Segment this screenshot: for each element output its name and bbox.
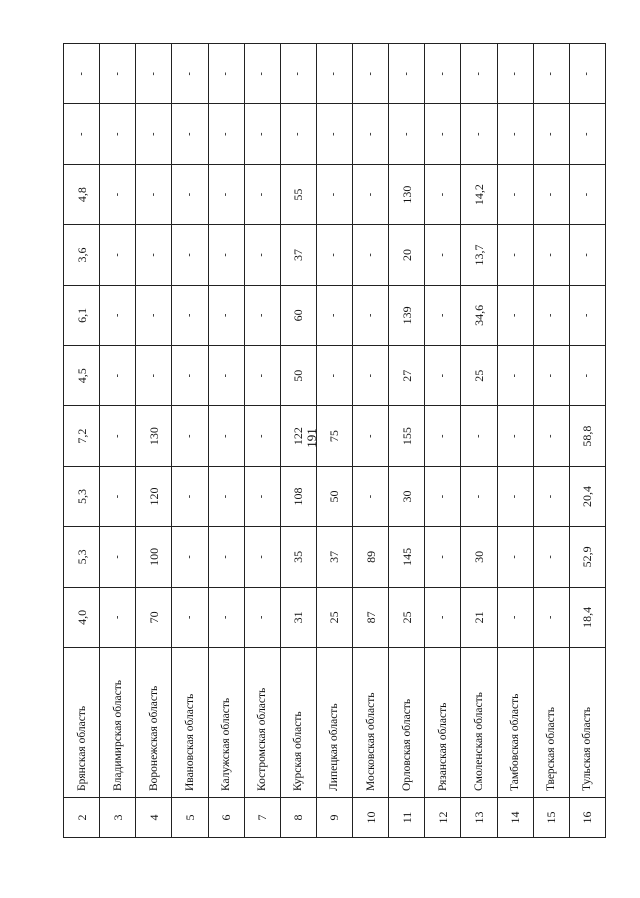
table-row (64, 44, 100, 838)
region-name-cell: Ивановская область (172, 648, 208, 798)
row-number-cell: 2 (64, 798, 100, 838)
value-cell: 34,6 (461, 285, 497, 345)
value-cell: - (353, 225, 389, 285)
value-cell: 37 (316, 527, 352, 587)
value-cell: 122 (280, 406, 316, 466)
value-cell: - (425, 225, 461, 285)
value-cell: - (208, 225, 244, 285)
region-name-cell: Калужская область (208, 648, 244, 798)
value-cell: 20,4 (569, 466, 605, 526)
value-cell: - (172, 164, 208, 224)
region-name-cell: Воронежская область (136, 648, 172, 798)
value-cell: - (100, 466, 136, 526)
value-cell: - (353, 406, 389, 466)
value-cell: - (461, 104, 497, 164)
value-cell: - (497, 346, 533, 406)
value-cell: - (208, 44, 244, 104)
value-cell: - (316, 44, 352, 104)
value-cell: - (533, 466, 569, 526)
value-cell: - (172, 466, 208, 526)
region-name-cell: Липецкая область (316, 648, 352, 798)
value-cell: 130 (389, 164, 425, 224)
value-cell: 55 (280, 164, 316, 224)
table-row (244, 44, 280, 838)
value-cell: - (533, 346, 569, 406)
row-number-cell: 4 (136, 798, 172, 838)
value-cell: 70 (136, 587, 172, 647)
value-cell: - (172, 406, 208, 466)
row-number-cell: 6 (208, 798, 244, 838)
value-cell: - (172, 44, 208, 104)
value-cell: 60 (280, 285, 316, 345)
value-cell: - (497, 587, 533, 647)
value-cell: - (497, 285, 533, 345)
value-cell: 21 (461, 587, 497, 647)
page-number: 191 (304, 428, 319, 448)
value-cell: - (172, 285, 208, 345)
value-cell: 5,3 (64, 466, 100, 526)
value-cell: 30 (389, 466, 425, 526)
value-cell: - (316, 104, 352, 164)
table-row (208, 44, 244, 838)
value-cell: - (461, 466, 497, 526)
table-row (280, 44, 316, 838)
value-cell: - (244, 466, 280, 526)
value-cell: - (208, 587, 244, 647)
value-cell: 50 (280, 346, 316, 406)
value-cell: 87 (353, 587, 389, 647)
value-cell: - (389, 104, 425, 164)
table-row (497, 44, 533, 838)
value-cell: 7,2 (64, 406, 100, 466)
table-row (533, 44, 569, 838)
value-cell: - (533, 225, 569, 285)
value-cell: 25 (316, 587, 352, 647)
region-name-cell: Костромская область (244, 648, 280, 798)
region-name-cell: Орловская область (389, 648, 425, 798)
region-name-cell: Брянская область (64, 648, 100, 798)
value-cell: - (172, 225, 208, 285)
value-cell: - (100, 104, 136, 164)
value-cell: - (172, 587, 208, 647)
value-cell: - (244, 44, 280, 104)
value-cell: - (461, 44, 497, 104)
value-cell: - (172, 104, 208, 164)
value-cell: 58,8 (569, 406, 605, 466)
value-cell: 5,3 (64, 527, 100, 587)
value-cell: - (100, 225, 136, 285)
table-row (100, 44, 136, 838)
value-cell: - (244, 527, 280, 587)
value-cell: - (497, 44, 533, 104)
value-cell: - (497, 225, 533, 285)
value-cell: - (100, 527, 136, 587)
value-cell: - (425, 587, 461, 647)
row-number-cell: 16 (569, 798, 605, 838)
value-cell: 4,0 (64, 587, 100, 647)
value-cell: 13,7 (461, 225, 497, 285)
value-cell: - (569, 104, 605, 164)
regions-data-table (63, 43, 606, 838)
value-cell: - (425, 406, 461, 466)
value-cell: - (316, 285, 352, 345)
row-number-cell: 9 (316, 798, 352, 838)
value-cell: - (569, 164, 605, 224)
value-cell: - (353, 44, 389, 104)
row-number-cell: 7 (244, 798, 280, 838)
value-cell: - (533, 285, 569, 345)
table-row (389, 44, 425, 838)
region-name-cell: Московская область (353, 648, 389, 798)
value-cell: - (100, 164, 136, 224)
row-number-cell: 5 (172, 798, 208, 838)
region-name-cell: Рязанская область (425, 648, 461, 798)
value-cell: 155 (389, 406, 425, 466)
value-cell: - (280, 44, 316, 104)
value-cell: - (353, 346, 389, 406)
value-cell: 14,2 (461, 164, 497, 224)
value-cell: 27 (389, 346, 425, 406)
value-cell: - (533, 587, 569, 647)
value-cell: 120 (136, 466, 172, 526)
value-cell: - (244, 346, 280, 406)
value-cell: - (316, 225, 352, 285)
table-body (64, 44, 606, 838)
value-cell: - (533, 406, 569, 466)
value-cell: - (136, 104, 172, 164)
value-cell: 145 (389, 527, 425, 587)
row-number-cell: 14 (497, 798, 533, 838)
region-name-cell: Смоленская область (461, 648, 497, 798)
value-cell: 89 (353, 527, 389, 587)
value-cell: - (244, 587, 280, 647)
value-cell: 3,6 (64, 225, 100, 285)
value-cell: - (569, 346, 605, 406)
value-cell: - (425, 285, 461, 345)
value-cell: - (100, 406, 136, 466)
table-row (136, 44, 172, 838)
value-cell: - (100, 346, 136, 406)
region-name-cell: Тамбовская область (497, 648, 533, 798)
table-row (172, 44, 208, 838)
value-cell: - (569, 285, 605, 345)
value-cell: - (136, 164, 172, 224)
value-cell: - (208, 164, 244, 224)
region-name-cell: Курская область (280, 648, 316, 798)
value-cell: - (244, 225, 280, 285)
value-cell: 130 (136, 406, 172, 466)
value-cell: - (497, 527, 533, 587)
value-cell: - (208, 104, 244, 164)
value-cell: 35 (280, 527, 316, 587)
region-name-cell: Тверская область (533, 648, 569, 798)
value-cell: - (208, 466, 244, 526)
value-cell: - (425, 466, 461, 526)
value-cell: - (244, 164, 280, 224)
value-cell: - (64, 104, 100, 164)
value-cell: - (569, 225, 605, 285)
value-cell: 25 (461, 346, 497, 406)
value-cell: - (100, 587, 136, 647)
value-cell: - (497, 406, 533, 466)
value-cell: - (208, 527, 244, 587)
value-cell: - (533, 164, 569, 224)
value-cell: - (64, 44, 100, 104)
value-cell: - (461, 406, 497, 466)
value-cell: - (208, 285, 244, 345)
value-cell: - (425, 44, 461, 104)
value-cell: - (244, 104, 280, 164)
value-cell: - (172, 346, 208, 406)
row-number-cell: 8 (280, 798, 316, 838)
value-cell: 25 (389, 587, 425, 647)
table-row (353, 44, 389, 838)
row-number-cell: 11 (389, 798, 425, 838)
value-cell: 50 (316, 466, 352, 526)
value-cell: - (353, 466, 389, 526)
row-number-cell: 13 (461, 798, 497, 838)
value-cell: 30 (461, 527, 497, 587)
value-cell: - (280, 104, 316, 164)
row-number-cell: 15 (533, 798, 569, 838)
value-cell: - (425, 527, 461, 587)
value-cell: 4,5 (64, 346, 100, 406)
value-cell: - (244, 406, 280, 466)
value-cell: - (353, 104, 389, 164)
value-cell: 31 (280, 587, 316, 647)
region-name-cell: Тульская область (569, 648, 605, 798)
table-row (461, 44, 497, 838)
value-cell: - (136, 44, 172, 104)
value-cell: - (316, 346, 352, 406)
value-cell: - (353, 285, 389, 345)
value-cell: - (389, 44, 425, 104)
value-cell: - (208, 406, 244, 466)
value-cell: 18,4 (569, 587, 605, 647)
value-cell: - (172, 527, 208, 587)
table-row (569, 44, 605, 838)
value-cell: - (136, 225, 172, 285)
value-cell: - (533, 104, 569, 164)
value-cell: - (425, 164, 461, 224)
value-cell: 20 (389, 225, 425, 285)
value-cell: - (497, 164, 533, 224)
value-cell: - (533, 44, 569, 104)
value-cell: 52,9 (569, 527, 605, 587)
row-number-cell: 12 (425, 798, 461, 838)
value-cell: - (425, 104, 461, 164)
rotated-table-container (63, 44, 606, 838)
value-cell: - (100, 44, 136, 104)
value-cell: 4,8 (64, 164, 100, 224)
value-cell: - (533, 527, 569, 587)
value-cell: - (136, 346, 172, 406)
table-row (316, 44, 352, 838)
region-name-cell: Владимирская область (100, 648, 136, 798)
value-cell: - (497, 104, 533, 164)
value-cell: - (353, 164, 389, 224)
value-cell: - (244, 285, 280, 345)
value-cell: 108 (280, 466, 316, 526)
table-row (425, 44, 461, 838)
value-cell: - (497, 466, 533, 526)
value-cell: 139 (389, 285, 425, 345)
value-cell: - (316, 164, 352, 224)
value-cell: - (100, 285, 136, 345)
value-cell: 37 (280, 225, 316, 285)
value-cell: 6,1 (64, 285, 100, 345)
value-cell: - (569, 44, 605, 104)
row-number-cell: 10 (353, 798, 389, 838)
value-cell: 100 (136, 527, 172, 587)
value-cell: - (425, 346, 461, 406)
value-cell: - (136, 285, 172, 345)
value-cell: 75 (316, 406, 352, 466)
row-number-cell: 3 (100, 798, 136, 838)
value-cell: - (208, 346, 244, 406)
